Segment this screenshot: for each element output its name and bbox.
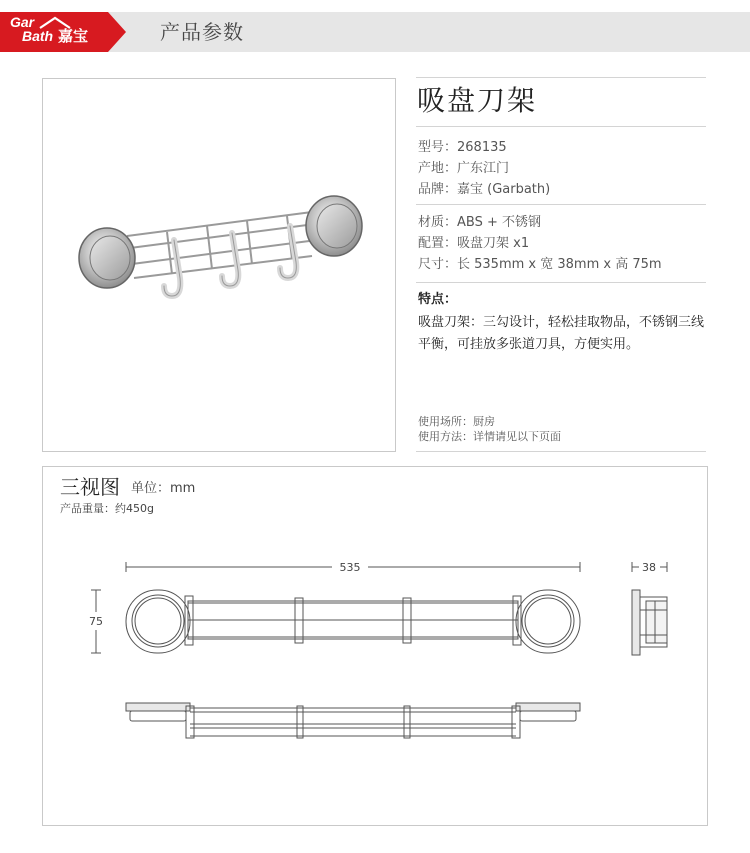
dimension-depth: 38 xyxy=(642,561,656,574)
product-weight: 产品重量：约450g xyxy=(60,502,154,515)
spec-material: 材质：ABS + 不锈钢 xyxy=(418,215,541,230)
drawing-title: 三视图 xyxy=(60,475,120,499)
logo-text-gar: Gar xyxy=(10,14,35,30)
features-heading: 特点： xyxy=(418,292,458,307)
drawing-unit: 单位：mm xyxy=(131,481,196,496)
usage-place: 使用场所：厨房 xyxy=(418,415,495,428)
logo-text-cn: 嘉宝 xyxy=(58,27,89,45)
spec-brand: 品牌：嘉宝 (Garbath) xyxy=(418,182,551,197)
spec-size: 尺寸：长 535mm x 宽 38mm x 高 75m xyxy=(418,257,662,272)
spec-config: 配置：吸盘刀架 x1 xyxy=(418,236,530,251)
usage-method: 使用方法：详情请见以下页面 xyxy=(418,430,561,443)
product-title: 吸盘刀架 xyxy=(417,84,538,117)
features-text: 吸盘刀架：三勾设计，轻松挂取物品，不锈钢三线平衡，可挂放多张道刀具，方便实用。 xyxy=(418,315,705,352)
spec-model: 型号：268135 xyxy=(418,140,507,155)
dimension-length: 535 xyxy=(339,561,361,574)
logo-text-bath: Bath xyxy=(22,28,54,44)
spec-origin: 产地：广东江门 xyxy=(418,161,510,176)
dimension-height: 75 xyxy=(89,615,103,628)
page-title: 产品参数 xyxy=(160,20,244,44)
